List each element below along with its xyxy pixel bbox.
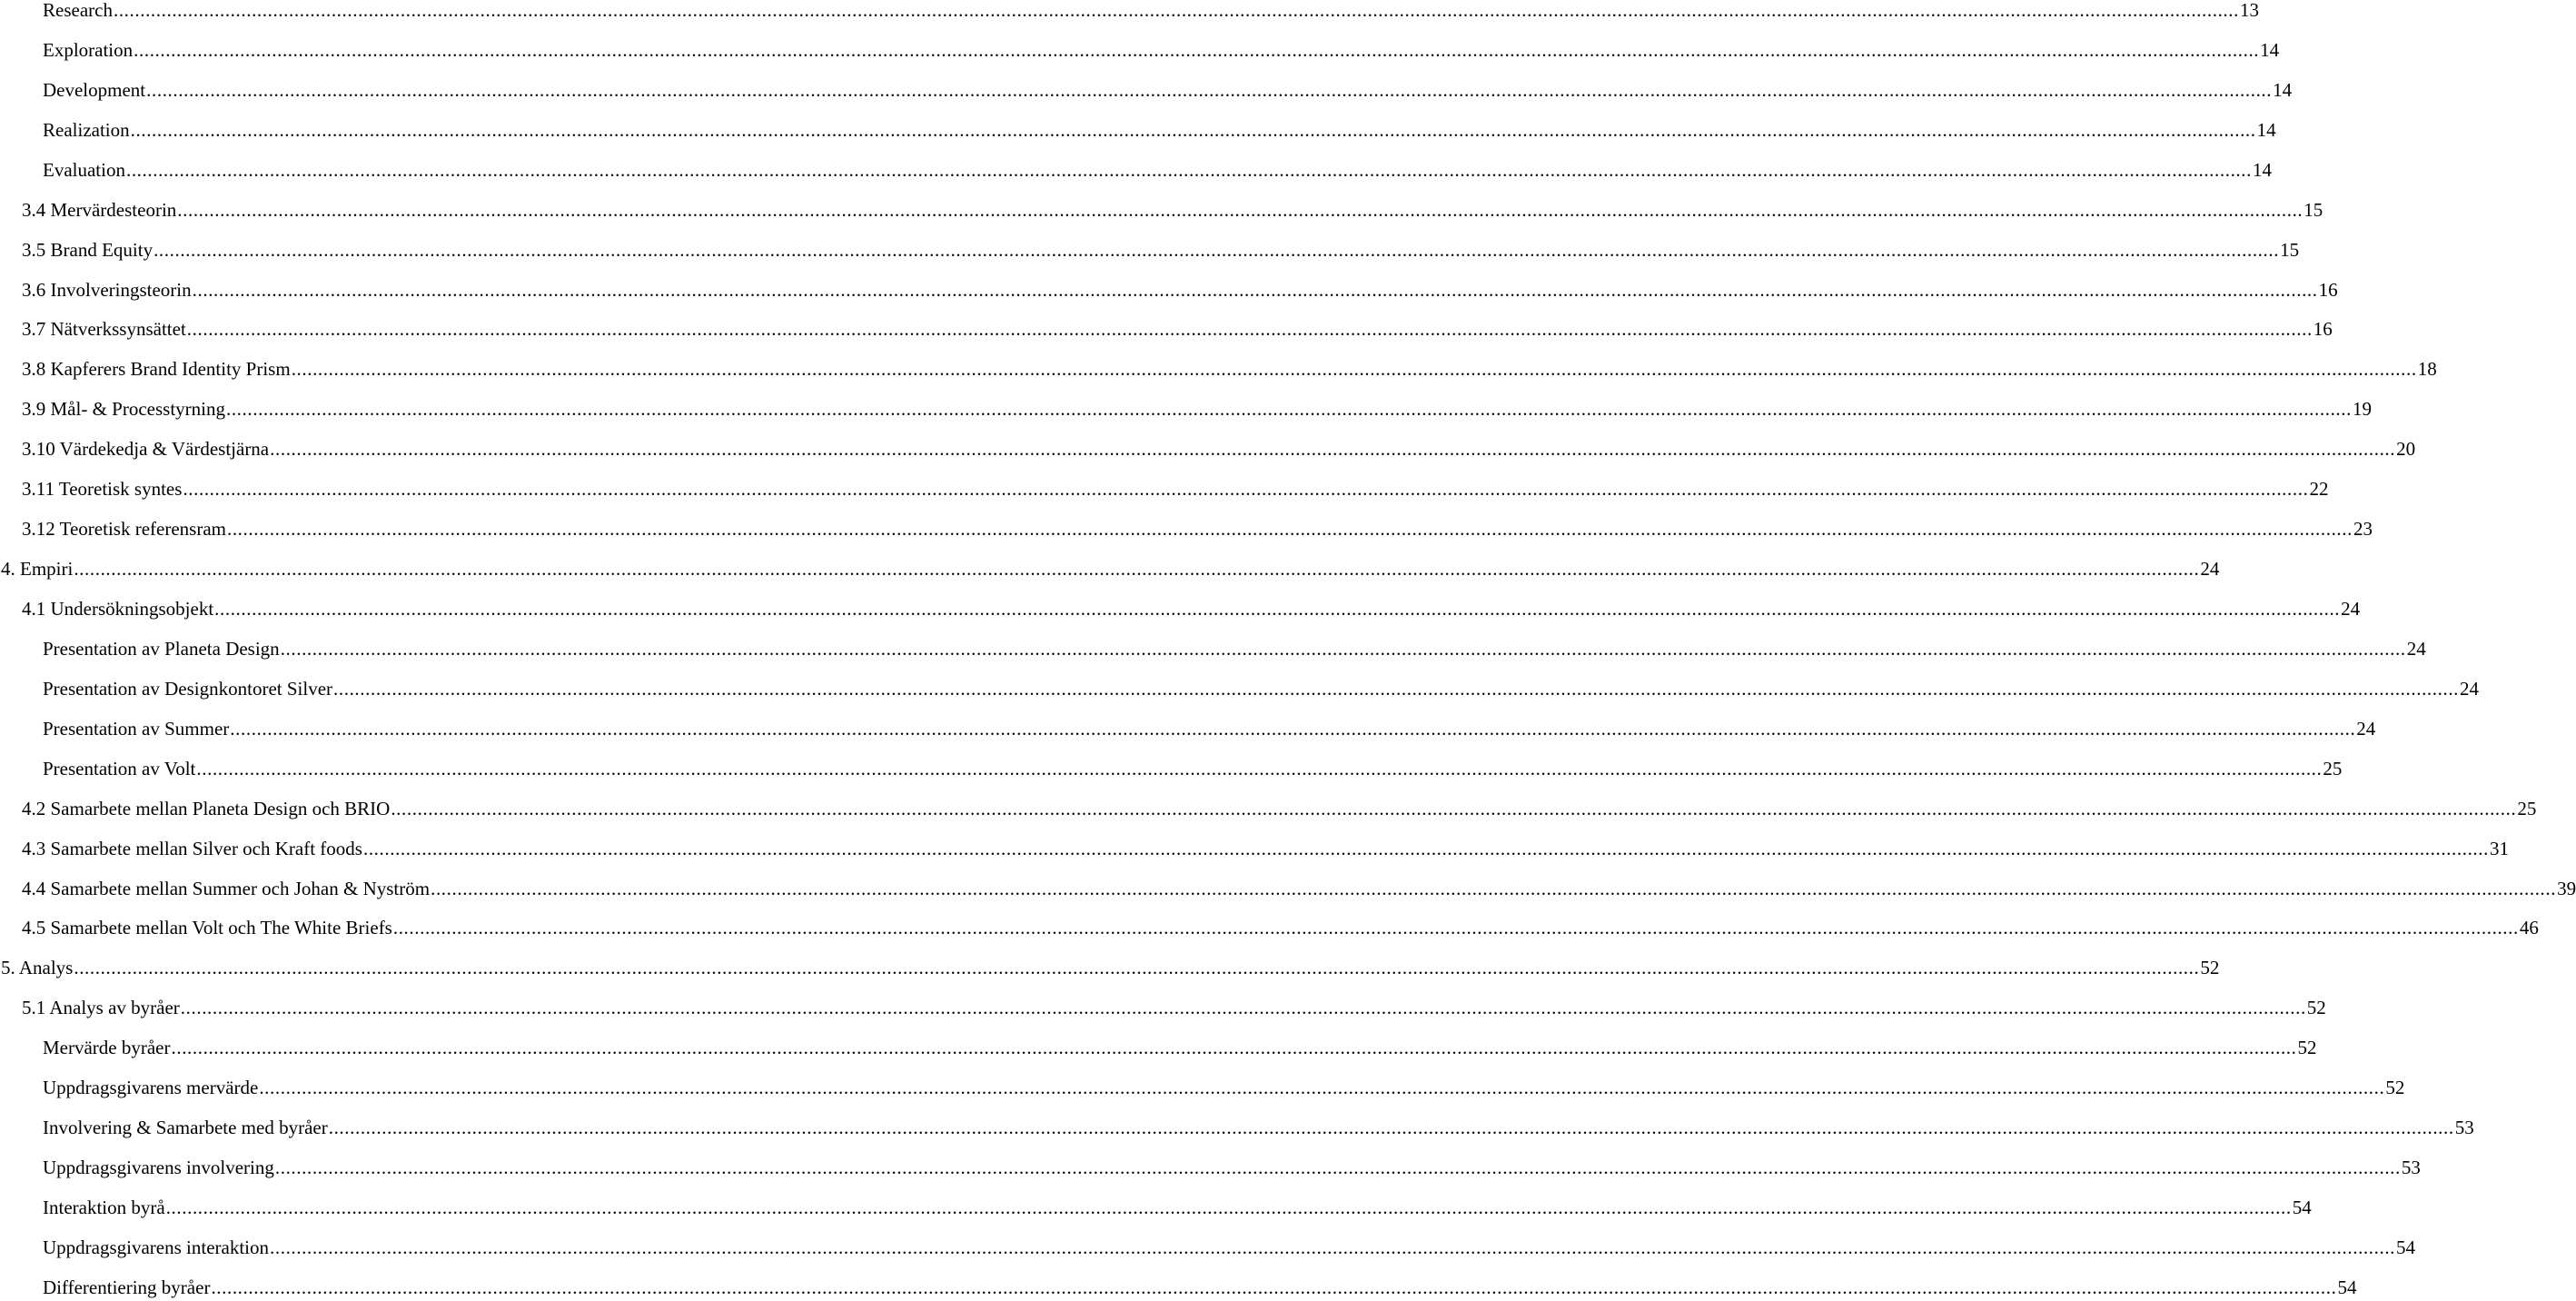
toc-entry-title: Mervärde byråer [43,1037,171,1059]
toc-entry-title: Development [43,78,146,101]
toc-entry-page-number: 24 [2460,677,2480,700]
toc-entry-title: 4.3 Samarbete mellan Silver och Kraft foods [22,837,362,859]
toc-dot-leader: ................................................................................................................................................................................................................................................................................................................................................................................................................ [274,1157,2401,1178]
toc-dot-leader: ................................................................................................................................................................................................................................................................................................................................................................................................................ [130,118,2256,141]
toc-dot-leader: ................................................................................................................................................................................................................................................................................................................................................................................................................ [431,877,2557,899]
toc-entry-title: Involvering & Samarbete med byråer [43,1117,328,1138]
toc-entry-page-number: 24 [2406,637,2426,660]
toc-dot-leader: ................................................................................................................................................................................................................................................................................................................................................................................................................ [183,478,2309,501]
toc-dot-leader: ................................................................................................................................................................................................................................................................................................................................................................................................................ [74,558,2200,580]
toc-dot-leader: ................................................................................................................................................................................................................................................................................................................................................................................................................ [177,198,2304,221]
toc-dot-leader: ................................................................................................................................................................................................................................................................................................................................................................................................................ [113,0,2239,21]
toc-dot-leader: ................................................................................................................................................................................................................................................................................................................................................................................................................ [186,318,2313,341]
toc-entry-page-number: 16 [2318,278,2338,301]
toc-entry-page-number: 31 [2489,837,2509,859]
toc-entry-title: 4.1 Undersökningsobjekt [22,598,214,620]
toc-entry[interactable] [0,994,2326,1021]
toc-entry-page-number: 46 [2519,917,2539,939]
toc-entry[interactable] [0,1194,2312,1221]
toc-entry[interactable] [0,1114,2474,1141]
toc-dot-leader: ................................................................................................................................................................................................................................................................................................................................................................................................................ [74,957,2200,979]
toc-entry-page-number: 24 [2341,598,2361,620]
toc-entry-title: 4.2 Samarbete mellan Planeta Design och BRIO [22,797,391,819]
toc-entry-page-number: 13 [2239,0,2259,21]
toc-entry-page-number: 52 [2297,1037,2317,1059]
toc-entry[interactable] [0,875,2576,902]
toc-entry-page-number: 39 [2557,877,2576,899]
toc-entry-title: 5. Analys [1,957,74,979]
toc-entry-page-number: 18 [2417,358,2437,381]
toc-entry-title: Evaluation [43,158,125,181]
toc-entry-title: 3.7 Nätverkssynsättet [22,318,186,341]
toc-dot-leader: ................................................................................................................................................................................................................................................................................................................................................................................................................ [291,358,2417,381]
toc-entry[interactable] [0,315,2333,343]
toc-entry[interactable] [0,196,2323,223]
toc-entry[interactable] [0,954,2220,981]
toc-entry-title: 3.10 Värdekedja & Värdestjärna [22,438,270,461]
toc-entry[interactable] [0,914,2539,941]
toc-entry-page-number: 16 [2313,318,2333,341]
toc-dot-leader: ................................................................................................................................................................................................................................................................................................................................................................................................................ [214,598,2341,620]
toc-entry[interactable] [0,435,2416,462]
toc-entry-page-number: 54 [2292,1196,2312,1218]
toc-dot-leader: ................................................................................................................................................................................................................................................................................................................................................................................................................ [125,158,2252,181]
toc-entry-title: Uppdragsgivarens mervärde [43,1077,259,1099]
toc-entry-page-number: 25 [2323,757,2343,780]
toc-entry-page-number: 15 [2304,198,2323,221]
toc-dot-leader: ................................................................................................................................................................................................................................................................................................................................................................................................................ [259,1077,2385,1099]
toc-entry[interactable] [0,0,2259,24]
toc-dot-leader: ................................................................................................................................................................................................................................................................................................................................................................................................................ [392,917,2519,939]
toc-entry-title: Uppdragsgivarens involvering [43,1157,274,1178]
toc-entry-title: 3.6 Involveringsteorin [22,278,192,301]
toc-dot-leader: ................................................................................................................................................................................................................................................................................................................................................................................................................ [362,837,2489,859]
toc-dot-leader: ................................................................................................................................................................................................................................................................................................................................................................................................................ [165,1196,2292,1218]
toc-entry-page-number: 52 [2385,1077,2405,1099]
toc-entry-title: 3.8 Kapferers Brand Identity Prism [22,358,291,381]
toc-dot-leader: ................................................................................................................................................................................................................................................................................................................................................................................................................ [270,1236,2396,1258]
toc-entry[interactable] [0,635,2426,662]
toc-entry-title: 3.4 Mervärdesteorin [22,198,177,221]
toc-dot-leader: ................................................................................................................................................................................................................................................................................................................................................................................................................ [230,717,2356,740]
toc-dot-leader: ................................................................................................................................................................................................................................................................................................................................................................................................................ [226,518,2353,541]
toc-entry[interactable] [0,1034,2317,1061]
toc-entry[interactable] [0,1274,2357,1301]
toc-entry[interactable] [0,595,2361,622]
toc-entry[interactable] [0,116,2276,144]
toc-entry-page-number: 25 [2517,797,2537,819]
toc-dot-leader: ................................................................................................................................................................................................................................................................................................................................................................................................................ [391,797,2517,819]
toc-dot-leader: ................................................................................................................................................................................................................................................................................................................................................................................................................ [280,637,2406,660]
toc-entry-title: Presentation av Summer [43,717,230,740]
toc-entry-title: Exploration [43,38,134,61]
toc-entry-page-number: 14 [2273,78,2293,101]
toc-entry[interactable] [0,395,2372,422]
toc-entry-title: Realization [43,118,130,141]
toc-entry[interactable] [0,675,2480,702]
toc-entry-title: Differentiering byråer [43,1276,211,1298]
toc-entry-title: 3.11 Teoretisk syntes [22,478,183,501]
toc-entry-page-number: 22 [2309,478,2329,501]
toc-entry-page-number: 19 [2352,398,2372,421]
toc-dot-leader: ................................................................................................................................................................................................................................................................................................................................................................................................................ [196,757,2323,780]
toc-entry-page-number: 54 [2337,1276,2357,1298]
toc-entry-title: 4. Empiri [1,558,74,580]
toc-entry-page-number: 24 [2356,717,2376,740]
toc-entry-page-number: 54 [2396,1236,2416,1258]
toc-entry[interactable] [0,236,2300,263]
toc-entry[interactable] [0,1154,2421,1181]
toc-entry-page-number: 52 [2200,957,2220,979]
toc-entry-title: Uppdragsgivarens interaktion [43,1236,270,1258]
toc-entry-title: 4.5 Samarbete mellan Volt och The White Briefs [22,917,392,939]
toc-entry-title: Presentation av Volt [43,757,196,780]
toc-entry[interactable] [0,156,2272,184]
toc-dot-leader: ................................................................................................................................................................................................................................................................................................................................................................................................................ [333,677,2460,700]
toc-entry-page-number: 53 [2401,1157,2421,1178]
toc-entry[interactable] [0,515,2373,542]
toc-entry-title: 3.5 Brand Equity [22,238,154,261]
toc-dot-leader: ................................................................................................................................................................................................................................................................................................................................................................................................................ [146,78,2273,101]
toc-entry[interactable] [0,795,2537,822]
toc-dot-leader: ................................................................................................................................................................................................................................................................................................................................................................................................................ [270,438,2396,461]
toc-entry-title: Presentation av Designkontoret Silver [43,677,333,700]
toc-entry[interactable] [0,555,2220,582]
toc-dot-leader: ................................................................................................................................................................................................................................................................................................................................................................................................................ [211,1276,2337,1298]
toc-dot-leader: ................................................................................................................................................................................................................................................................................................................................................................................................................ [328,1117,2454,1138]
toc-entry[interactable] [0,475,2329,502]
toc-dot-leader: ................................................................................................................................................................................................................................................................................................................................................................................................................ [154,238,2280,261]
toc-entry[interactable] [0,36,2280,64]
toc-dot-leader: ................................................................................................................................................................................................................................................................................................................................................................................................................ [134,38,2260,61]
toc-entry[interactable] [0,715,2376,742]
toc-entry[interactable] [0,276,2338,303]
toc-entry-title: Research [43,0,113,21]
toc-entry-page-number: 53 [2454,1117,2474,1138]
toc-entry-title: 3.12 Teoretisk referensram [22,518,226,541]
toc-entry-title: 5.1 Analys av byråer [22,997,180,1019]
toc-entry-page-number: 23 [2353,518,2373,541]
toc-entry[interactable] [0,835,2509,862]
toc-entry-title: Presentation av Planeta Design [43,637,280,660]
toc-entry[interactable] [0,355,2437,382]
toc-entry-page-number: 24 [2200,558,2220,580]
toc-entry-title: 4.4 Samarbete mellan Summer och Johan & Nyström [22,877,431,899]
toc-entry[interactable] [0,1234,2416,1261]
toc-dot-leader: ................................................................................................................................................................................................................................................................................................................................................................................................................ [225,398,2352,421]
toc-entry-page-number: 14 [2256,118,2276,141]
toc-entry-page-number: 15 [2280,238,2300,261]
toc-entry[interactable] [0,1074,2405,1101]
toc-entry-title: 3.9 Mål- & Processtyrning [22,398,225,421]
toc-dot-leader: ................................................................................................................................................................................................................................................................................................................................................................................................................ [171,1037,2297,1059]
toc-entry-title: Interaktion byrå [43,1196,165,1218]
toc-dot-leader: ................................................................................................................................................................................................................................................................................................................................................................................................................ [192,278,2318,301]
toc-entry-page-number: 20 [2396,438,2416,461]
toc-entry[interactable] [0,76,2293,104]
toc-dot-leader: ................................................................................................................................................................................................................................................................................................................................................................................................................ [180,997,2306,1019]
toc-entry-page-number: 14 [2260,38,2280,61]
toc-entry-page-number: 14 [2252,158,2272,181]
toc-entry[interactable] [0,755,2343,782]
toc-entry-page-number: 52 [2306,997,2326,1019]
